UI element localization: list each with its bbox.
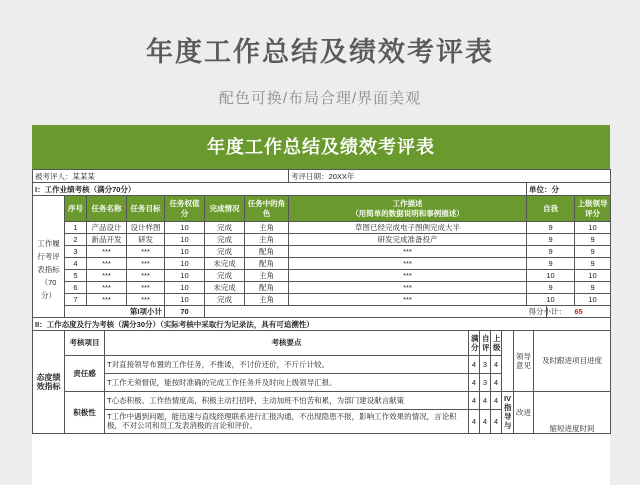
cell-self: 9 (527, 222, 575, 234)
att-sup: 4 (491, 355, 502, 373)
subtotal-blank (205, 306, 527, 318)
cell-seq: 4 (65, 258, 87, 270)
sheet-banner: 年度工作总结及绩效考评表 (32, 125, 610, 169)
cell-role: 主角 (245, 222, 289, 234)
cell-seq: 6 (65, 282, 87, 294)
attitude-table (32, 331, 611, 434)
eval-date-cell: 考评日期：20XX年 (289, 170, 611, 183)
table-row (33, 270, 611, 282)
col-desc-title: 工作描述 (392, 198, 423, 208)
col-att-self: 自评 (480, 331, 491, 355)
att-self: 4 (480, 409, 491, 433)
cell-seq: 2 (65, 234, 87, 246)
att-full: 4 (469, 391, 480, 409)
att-item-responsibility: 责任感 (65, 355, 105, 391)
cell-self: 9 (527, 282, 575, 294)
cell-name: *** (87, 282, 127, 294)
cell-weight: 10 (165, 222, 205, 234)
cell-sup: 10 (575, 270, 611, 282)
col-status: 完成情况 (205, 196, 245, 222)
table-row (33, 234, 611, 246)
cell-status: 完成 (205, 222, 245, 234)
section2-label: 工作态度及行为考核（满分30分）（实际考核中采取行为记录法，具有可追溯性） (46, 319, 314, 329)
att-self: 4 (480, 391, 491, 409)
att-full: 4 (469, 373, 480, 391)
cell-self: 9 (527, 234, 575, 246)
cell-name: *** (87, 294, 127, 306)
col-task-weight: 任务权值分 (165, 196, 205, 222)
att-item-initiative: 积极性 (65, 391, 105, 433)
cell-sup: 9 (575, 246, 611, 258)
page-title: 年度工作总结及绩效考评表 (146, 37, 494, 67)
table-row (33, 246, 611, 258)
leader-opinion-label: 领导意见 (514, 331, 534, 391)
cell-desc: *** (289, 246, 527, 258)
cell-name: *** (87, 258, 127, 270)
cell-target: 研发 (127, 234, 165, 246)
section1-title (33, 183, 527, 196)
plan-cell: 及时跟进项目进度 (534, 331, 611, 391)
score-subtotal-label: 得分小计： (528, 307, 567, 316)
cell-weight: 10 (165, 246, 205, 258)
col-desc (289, 196, 527, 222)
section1-label: 工作业绩考核（满分70分） (44, 184, 136, 194)
cell-role: 主角 (245, 234, 289, 246)
side-blank (33, 196, 65, 222)
att-full: 4 (469, 355, 480, 373)
cell-desc: *** (289, 270, 527, 282)
cell-status: 完成 (205, 294, 245, 306)
cell-sup: 9 (575, 234, 611, 246)
col-seq: 序号 (65, 196, 87, 222)
page-subtitle: 配色可换/布局合理/界面美观 (218, 90, 422, 107)
cell-target: *** (127, 270, 165, 282)
cell-role: 主角 (245, 270, 289, 282)
cell-target: *** (127, 282, 165, 294)
cell-self: 9 (527, 246, 575, 258)
subtotal-weight: 70 (165, 306, 205, 318)
unit-label: 单位：分 (527, 183, 611, 196)
cell-seq: 5 (65, 270, 87, 282)
subtotal-self: 65 (547, 306, 611, 318)
cell-status: 未完成 (205, 258, 245, 270)
improve-label: 改进 (514, 391, 534, 433)
cell-target: *** (127, 246, 165, 258)
cell-target: *** (127, 258, 165, 270)
att-self: 3 (480, 373, 491, 391)
att-blank (502, 331, 514, 391)
section2-prefix: II： (35, 319, 47, 329)
cell-desc: 草图已经完成电子图例完成大半 (289, 222, 527, 234)
cell-name: *** (87, 270, 127, 282)
col-desc-note: （用简单的数据说明和事例描述） (351, 208, 464, 218)
evaluation-sheet (32, 125, 610, 485)
attitude-side-label: 态度绩效指标 (33, 331, 65, 433)
att-sup: 4 (491, 409, 502, 433)
cell-desc: *** (289, 282, 527, 294)
col-att-item: 考核项目 (65, 331, 105, 355)
cell-self: 9 (527, 258, 575, 270)
cell-seq: 7 (65, 294, 87, 306)
cell-sup: 9 (575, 258, 611, 270)
subtotal-label: 第I项小计 (65, 306, 165, 318)
side-label: 工作履行考评表指标（70分） (33, 222, 65, 318)
cell-role: 主角 (245, 294, 289, 306)
att-point: T心态积极、工作热情度高，积极主动打招呼，主动加班不怕苦和累，为部门建设献言献策 (105, 391, 469, 409)
cell-seq: 3 (65, 246, 87, 258)
cell-desc: *** (289, 294, 527, 306)
cell-self: 10 (527, 294, 575, 306)
att-point: T对直接领导布置的工作任务，不推诿，不讨价还价，不斤斤计较。 (105, 355, 469, 373)
performance-table (32, 169, 611, 331)
section1-prefix: I： (35, 184, 45, 194)
evaluatee-cell: 被考评人：某某某 (33, 170, 289, 183)
cell-status: 完成 (205, 270, 245, 282)
cell-role: 配角 (245, 258, 289, 270)
cell-sup: 10 (575, 222, 611, 234)
cell-name: *** (87, 246, 127, 258)
att-point: T工作中遇到问题，能迅速与直线经理联系进行汇报沟通，不出现隐患不报，影响工作效果的情况，言论积极，不对公司和员工发表消极的言论和评价。 (105, 409, 469, 433)
cell-status: 完成 (205, 246, 245, 258)
subtotal-row (33, 306, 611, 318)
cell-self: 10 (527, 270, 575, 282)
cell-desc: 研发完成准备投产 (289, 234, 527, 246)
bottom-plan-cell: 缩短进度时间 (534, 391, 611, 433)
cell-sup: 10 (575, 294, 611, 306)
cell-name: 新品开发 (87, 234, 127, 246)
col-role: 任务中的角色 (245, 196, 289, 222)
cell-role: 配角 (245, 282, 289, 294)
cell-status: 完成 (205, 234, 245, 246)
att-self: 3 (480, 355, 491, 373)
att-full: 4 (469, 409, 480, 433)
att-sup: 4 (491, 373, 502, 391)
att-point: T工作无须督促，能按时准确的完成工作任务并及时向上级领导汇报。 (105, 373, 469, 391)
col-task-name: 任务名称 (87, 196, 127, 222)
cell-sup: 9 (575, 282, 611, 294)
table-row (33, 222, 611, 234)
col-att-superior: 上级 (491, 331, 502, 355)
att-sup: 4 (491, 391, 502, 409)
cell-name: 产品设计 (87, 222, 127, 234)
cell-desc: *** (289, 258, 527, 270)
col-att-points: 考核要点 (105, 331, 469, 355)
col-task-target: 任务目标 (127, 196, 165, 222)
iv-label: IV指导与 (502, 391, 514, 433)
cell-weight: 10 (165, 258, 205, 270)
cell-target: *** (127, 294, 165, 306)
table-row (33, 282, 611, 294)
cell-target: 设计样图 (127, 222, 165, 234)
table-row (33, 258, 611, 270)
section2-title (33, 318, 611, 331)
cell-weight: 10 (165, 270, 205, 282)
col-self: 自我 (527, 196, 575, 222)
cell-weight: 10 (165, 282, 205, 294)
table-row (33, 294, 611, 306)
col-superior: 上级领导评分 (575, 196, 611, 222)
cell-seq: 1 (65, 222, 87, 234)
cell-weight: 10 (165, 294, 205, 306)
cell-weight: 10 (165, 234, 205, 246)
col-att-full: 满分 (469, 331, 480, 355)
cell-role: 配角 (245, 246, 289, 258)
cell-status: 未完成 (205, 282, 245, 294)
